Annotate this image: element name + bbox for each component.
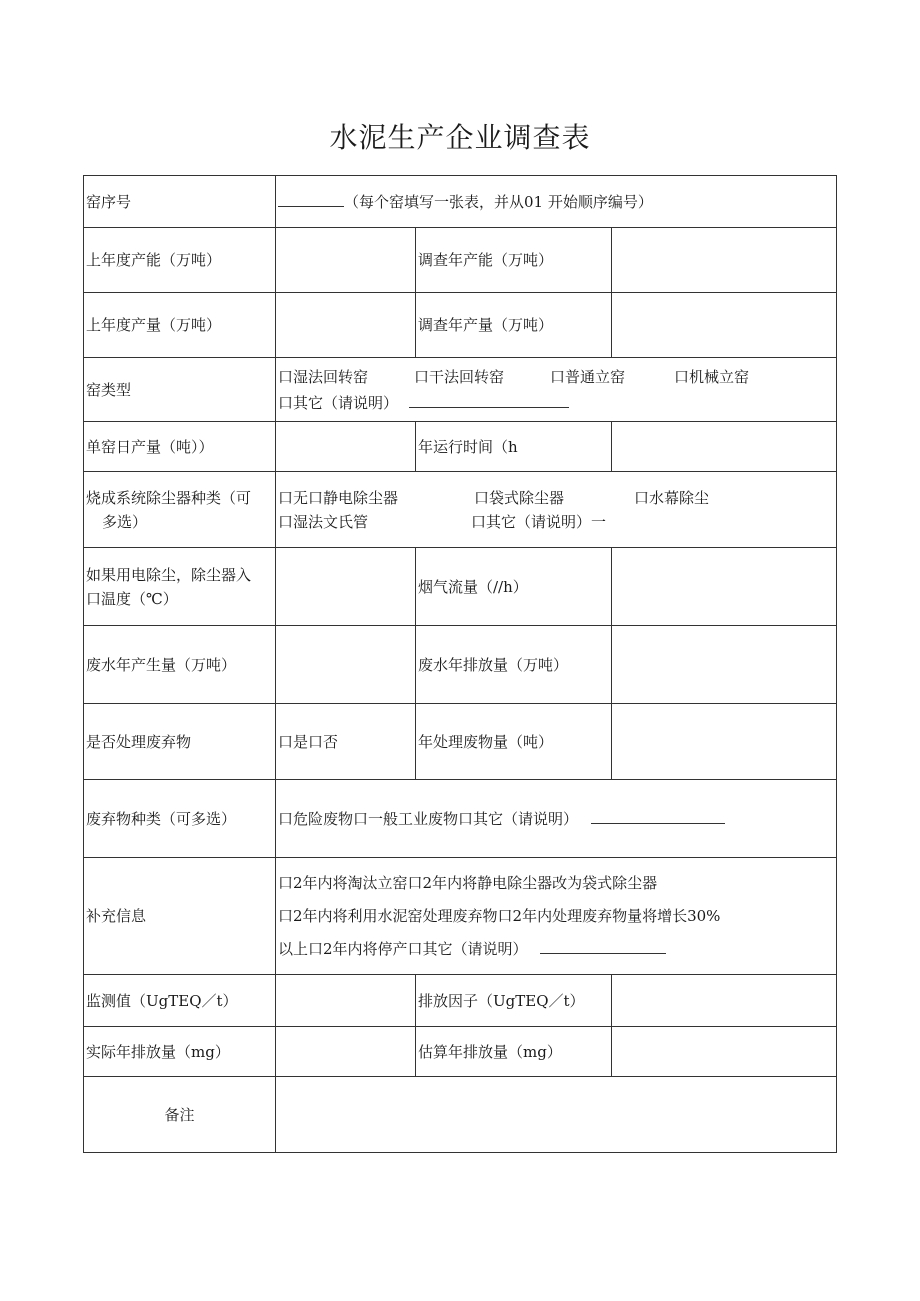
actual-annual-emission-input[interactable]	[276, 1027, 416, 1077]
dust-collector-label-line1: 烧成系统除尘器种类（可	[86, 488, 252, 507]
waste-treatment-yes-no[interactable]: 口是口否	[276, 704, 416, 780]
last-year-output-label: 上年度产量（万吨）	[84, 293, 276, 358]
supplement-cell	[276, 858, 837, 975]
monitor-value-label: 监测值（UgTEQ／t）	[84, 975, 276, 1027]
wastewater-generated-input[interactable]	[276, 626, 416, 704]
supplement-line3[interactable]: 以上口2年内将停产口其它（请说明）	[278, 939, 528, 958]
wastewater-discharged-label: 废水年排放量（万吨）	[416, 626, 612, 704]
survey-year-capacity-input[interactable]	[612, 228, 837, 293]
inlet-temperature-label-line1: 如果用电除尘，除尘器入	[86, 565, 252, 584]
option-water-curtain[interactable]: 口水幕除尘	[634, 488, 710, 507]
remarks-label: 备注	[84, 1077, 276, 1153]
row-dust-collector	[84, 472, 837, 548]
kiln-no-input[interactable]	[278, 192, 344, 207]
survey-year-output-input[interactable]	[612, 293, 837, 358]
last-year-capacity-input[interactable]	[276, 228, 416, 293]
kiln-no-cell	[276, 176, 837, 228]
row-inlet-temperature	[84, 548, 837, 626]
kiln-type-label: 窑类型	[84, 358, 276, 422]
annual-run-time-input[interactable]	[612, 422, 837, 472]
kiln-type-options	[276, 358, 837, 422]
inlet-temperature-label	[84, 548, 276, 626]
row-wastewater	[84, 626, 837, 704]
option-dust-other[interactable]: 口其它（请说明）一	[471, 512, 607, 531]
row-remarks	[84, 1077, 837, 1153]
supplement-label: 补充信息	[84, 858, 276, 975]
survey-year-capacity-label: 调查年产能（万吨）	[416, 228, 612, 293]
emission-factor-input[interactable]	[612, 975, 837, 1027]
supplement-other-input[interactable]	[540, 939, 666, 954]
emission-factor-label: 排放因子（UgTEQ／t）	[416, 975, 612, 1027]
last-year-capacity-label: 上年度产能（万吨）	[84, 228, 276, 293]
option-ordinary-shaft-kiln[interactable]: 口普通立窑	[550, 367, 626, 386]
option-bag-filter[interactable]: 口袋式除尘器	[474, 488, 565, 507]
kiln-no-label: 窑序号	[84, 176, 276, 228]
row-waste-type	[84, 780, 837, 858]
option-electrostatic-precipitator[interactable]: 口无口静电除尘器	[278, 488, 399, 507]
row-daily-output	[84, 422, 837, 472]
row-output	[84, 293, 837, 358]
option-wet-rotary-kiln[interactable]: 口湿法回转窑	[278, 367, 369, 386]
option-mechanical-shaft-kiln[interactable]: 口机械立窑	[674, 367, 750, 386]
annual-waste-treated-label: 年处理废物量（吨）	[416, 704, 612, 780]
inlet-temperature-input[interactable]	[276, 548, 416, 626]
waste-treatment-label: 是否处理废弃物	[84, 704, 276, 780]
waste-type-cell	[276, 780, 837, 858]
row-monitoring	[84, 975, 837, 1027]
last-year-output-input[interactable]	[276, 293, 416, 358]
survey-year-output-label: 调查年产量（万吨）	[416, 293, 612, 358]
dust-collector-label	[84, 472, 276, 548]
row-kiln-type	[84, 358, 837, 422]
daily-output-label: 单窑日产量（吨））	[84, 422, 276, 472]
waste-type-options[interactable]: 口危险废物口一般工业废物口其它（请说明）	[278, 809, 579, 828]
wastewater-generated-label: 废水年产生量（万吨）	[84, 626, 276, 704]
dust-collector-options	[276, 472, 837, 548]
flue-gas-flow-input[interactable]	[612, 548, 837, 626]
page-title: 水泥生产企业调查表	[329, 121, 591, 154]
option-dry-rotary-kiln[interactable]: 口干法回转窑	[414, 367, 505, 386]
row-emission	[84, 1027, 837, 1077]
kiln-other-input[interactable]	[409, 393, 569, 408]
supplement-line1[interactable]: 口2年内将淘汰立窑口2年内将静电除尘器改为袋式除尘器	[278, 873, 658, 892]
dust-collector-label-line2: 多选）	[102, 512, 148, 531]
flue-gas-flow-label: 烟气流量（//h）	[416, 548, 612, 626]
waste-type-other-input[interactable]	[591, 809, 725, 824]
option-kiln-other[interactable]: 口其它（请说明）	[278, 393, 399, 412]
annual-run-time-label: 年运行时间（h	[416, 422, 612, 472]
wastewater-discharged-input[interactable]	[612, 626, 837, 704]
supplement-line2[interactable]: 口2年内将利用水泥窑处理废弃物口2年内处理废弃物量将增长30%	[278, 906, 721, 925]
daily-output-input[interactable]	[276, 422, 416, 472]
estimated-annual-emission-label: 估算年排放量（mg）	[416, 1027, 612, 1077]
row-kiln-no	[84, 176, 837, 228]
monitor-value-input[interactable]	[276, 975, 416, 1027]
inlet-temperature-label-line2: 口温度（℃）	[86, 589, 178, 608]
remarks-input[interactable]	[276, 1077, 837, 1153]
option-wet-venturi[interactable]: 口湿法文氏管	[278, 512, 369, 531]
row-capacity	[84, 228, 837, 293]
estimated-annual-emission-input[interactable]	[612, 1027, 837, 1077]
survey-form-table	[83, 175, 837, 1153]
actual-annual-emission-label: 实际年排放量（mg）	[84, 1027, 276, 1077]
row-supplement	[84, 858, 837, 975]
kiln-no-note: （每个窑填写一张表，并从01 开始顺序编号）	[344, 192, 653, 211]
annual-waste-treated-input[interactable]	[612, 704, 837, 780]
waste-type-label: 废弃物种类（可多选）	[84, 780, 276, 858]
row-waste-treatment	[84, 704, 837, 780]
